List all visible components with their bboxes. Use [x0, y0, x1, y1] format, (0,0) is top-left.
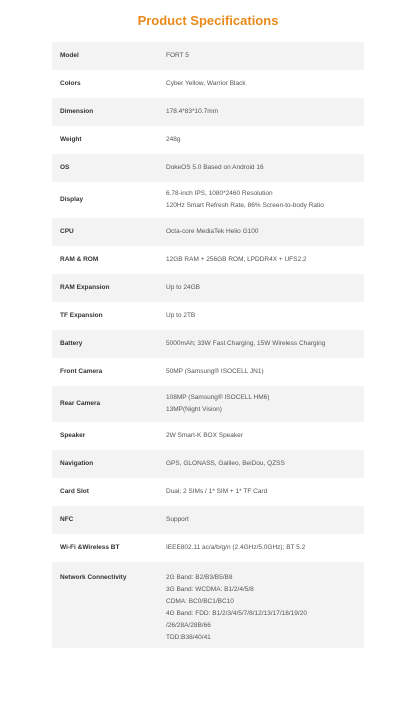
spec-label: RAM & ROM — [60, 256, 99, 263]
spec-value: 50MP (Samsung® ISOCELL JN1) — [166, 368, 264, 375]
spec-value: Support — [166, 516, 189, 523]
spec-row-display — [52, 182, 364, 218]
spec-label: Dimension — [60, 108, 94, 115]
spec-value: 248g — [166, 136, 181, 143]
spec-label: Colors — [60, 80, 81, 87]
spec-value: DokeOS 5.0 Based on Android 16 — [166, 164, 264, 171]
spec-label: Card Slot — [60, 488, 89, 495]
spec-row-speaker — [52, 422, 364, 450]
spec-label: NFC — [60, 516, 74, 523]
spec-row-weight — [52, 126, 364, 154]
spec-row-dimension — [52, 98, 364, 126]
spec-value: FORT 5 — [166, 52, 189, 59]
spec-label: Speaker — [60, 432, 86, 439]
spec-value: 108MP (Samsung® ISOCELL HM6) 13MP(Night Vision) — [166, 394, 270, 413]
spec-label: OS — [60, 164, 70, 171]
spec-label: Navigation — [60, 460, 94, 467]
spec-row-tf-expansion — [52, 302, 364, 330]
spec-value: 2G Band: B2/B3/B5/B8 3G Band: WCDMA: B1/2/4/5/8 CDMA: BC0/BC1/BC10 4G Band: FDD: B1/2/3/4/5/7/8/12/13/17/18/19/20 /26/28A/28B/66 TDD:B38/40/41 — [166, 574, 307, 641]
spec-row-navigation — [52, 450, 364, 478]
spec-value: Cyber Yellow, Warrior Black — [166, 80, 246, 87]
spec-row-rear-camera — [52, 386, 364, 422]
page-title: Product Specifications — [137, 13, 279, 28]
spec-value: GPS, GLONASS, Galileo, BeiDou, QZSS — [166, 460, 285, 467]
spec-row-os — [52, 154, 364, 182]
spec-value: Up to 2TB — [166, 312, 196, 319]
spec-label: Display — [60, 196, 84, 203]
spec-label: TF Expansion — [60, 312, 103, 319]
spec-row-colors — [52, 70, 364, 98]
spec-value: Dual; 2 SIMs / 1* SIM + 1* TF Card — [166, 488, 268, 495]
spec-row-cpu — [52, 218, 364, 246]
spec-row-nfc — [52, 506, 364, 534]
spec-label: Front Camera — [60, 368, 103, 375]
spec-label: Network Connectivity — [60, 574, 127, 581]
spec-row-ram-expansion — [52, 274, 364, 302]
spec-label: Battery — [60, 340, 83, 347]
spec-row-card-slot — [52, 478, 364, 506]
spec-label: Model — [60, 52, 79, 59]
spec-row-model — [52, 42, 364, 70]
spec-value: Octa-core MediaTek Helio G100 — [166, 228, 259, 235]
spec-value: 6.78-inch IPS, 1080*2460 Resolution 120Hz Smart Refresh Rate, 86% Screen-to-body Ratio — [166, 190, 324, 209]
spec-value: IEEE802.11 ac/a/b/g/n (2.4GHz/5.0GHz); BT 5.2 — [166, 544, 306, 551]
spec-row-front-camera — [52, 358, 364, 386]
spec-row-ram-rom — [52, 246, 364, 274]
spec-label: CPU — [60, 228, 74, 235]
spec-row-network — [52, 562, 364, 648]
spec-value: Up to 24GB — [166, 284, 200, 291]
spec-label: RAM Expansion — [60, 284, 110, 291]
spec-value: 2W Smart-K BOX Speaker — [166, 432, 243, 439]
spec-row-battery — [52, 330, 364, 358]
spec-value: 5000mAh; 33W Fast Charging, 15W Wireless Charging — [166, 340, 326, 347]
spec-value: 12GB RAM + 256GB ROM, LPDDR4X + UFS2.2 — [166, 256, 307, 263]
spec-row-wifi-bt — [52, 534, 364, 562]
spec-label: Wi-Fi &Wireless BT — [60, 544, 120, 551]
spec-value: 178.4*83*10.7mm — [166, 108, 219, 115]
spec-table — [52, 42, 364, 648]
spec-label: Rear Camera — [60, 400, 101, 407]
spec-label: Weight — [60, 136, 82, 143]
